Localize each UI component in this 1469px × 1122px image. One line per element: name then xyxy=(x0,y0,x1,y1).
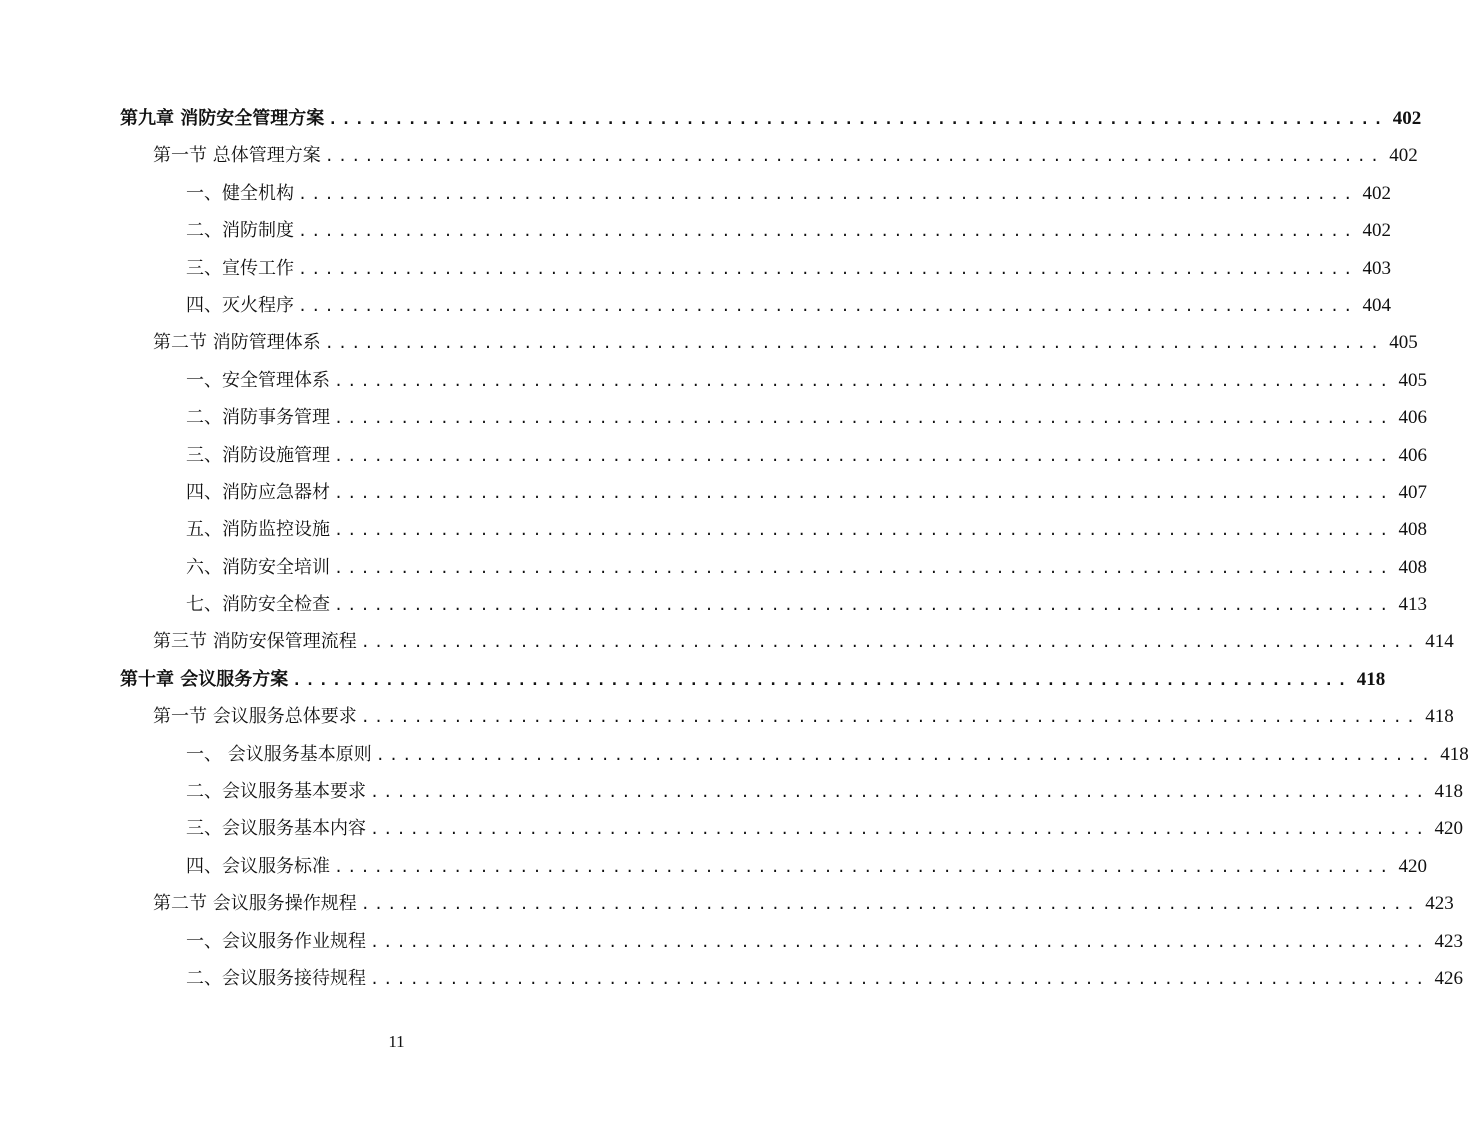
toc-entry[interactable] xyxy=(120,810,1463,847)
dot-leader: ................................................................................ xyxy=(334,558,1393,577)
dot-leader: ................................................................................ xyxy=(292,670,1351,689)
toc-entry[interactable] xyxy=(120,661,1386,698)
toc-entry[interactable] xyxy=(120,885,1454,922)
toc-entry[interactable] xyxy=(120,773,1463,810)
dot-leader: ................................................................................ xyxy=(334,483,1393,502)
toc-entry-page: 404 xyxy=(1362,294,1391,316)
toc-entry[interactable] xyxy=(120,362,1427,399)
dot-leader: ................................................................................ xyxy=(298,184,1357,203)
toc-entry-title: 一、 会议服务基本原则 xyxy=(186,743,372,765)
toc-entry-page: 413 xyxy=(1398,594,1427,616)
toc-entry-title: 四、灭火程序 xyxy=(186,294,294,316)
toc-entry-title: 四、会议服务标准 xyxy=(186,855,330,877)
dot-leader: ................................................................................ xyxy=(334,521,1393,540)
toc-entry-page: 418 xyxy=(1356,668,1386,690)
dot-leader: ................................................................................ xyxy=(334,371,1393,390)
dot-leader: ................................................................................ xyxy=(370,783,1429,802)
toc-entry[interactable] xyxy=(120,549,1427,586)
toc-entry-title: 一、会议服务作业规程 xyxy=(186,930,366,952)
dot-leader: ................................................................................ xyxy=(370,932,1429,951)
toc-entry[interactable] xyxy=(120,437,1427,474)
dot-leader: ................................................................................ xyxy=(298,259,1357,278)
dot-leader: ................................................................................ xyxy=(334,446,1393,465)
toc-entry[interactable] xyxy=(120,623,1454,660)
toc-entry[interactable] xyxy=(120,250,1391,287)
toc-entry-title: 第一节 会议服务总体要求 xyxy=(153,706,357,728)
toc-entry[interactable] xyxy=(120,736,1469,773)
toc-entry-page: 423 xyxy=(1434,930,1463,952)
toc-entry-title: 七、消防安全检查 xyxy=(186,594,330,616)
toc-entry-page: 418 xyxy=(1434,781,1463,803)
toc-entry[interactable] xyxy=(120,698,1454,735)
toc-entry-page: 402 xyxy=(1389,145,1418,167)
toc-entry-title: 四、消防应急器材 xyxy=(186,481,330,503)
toc-entry-title: 第二节 消防管理体系 xyxy=(153,332,321,354)
toc-entry-page: 403 xyxy=(1362,257,1391,279)
toc-entry[interactable] xyxy=(120,848,1427,885)
toc-entry-title: 二、消防事务管理 xyxy=(186,407,330,429)
dot-leader: ................................................................................ xyxy=(324,147,1384,166)
toc-entry-title: 第十章 会议服务方案 xyxy=(120,668,289,690)
table-of-contents xyxy=(120,100,1469,997)
toc-entry-title: 第九章 消防安全管理方案 xyxy=(120,108,325,129)
toc-entry-page: 418 xyxy=(1440,743,1469,765)
toc-entry-title: 二、消防制度 xyxy=(186,220,294,242)
toc-entry-title: 第一节 总体管理方案 xyxy=(153,145,321,167)
toc-entry[interactable] xyxy=(120,511,1427,548)
dot-leader: ................................................................................ xyxy=(324,334,1384,353)
toc-entry[interactable] xyxy=(120,175,1391,212)
toc-entry[interactable] xyxy=(120,287,1391,324)
toc-entry-page: 426 xyxy=(1434,967,1463,989)
toc-entry-title: 三、会议服务基本内容 xyxy=(186,818,366,840)
dot-leader: ................................................................................ xyxy=(334,409,1393,428)
dot-leader: ................................................................................ xyxy=(298,222,1357,241)
toc-entry[interactable] xyxy=(120,324,1418,361)
toc-entry-page: 405 xyxy=(1398,369,1427,391)
toc-entry-title: 一、健全机构 xyxy=(186,182,294,204)
toc-entry-title: 第三节 消防安保管理流程 xyxy=(153,631,357,653)
dot-leader: ................................................................................ xyxy=(375,745,1435,764)
toc-entry-page: 414 xyxy=(1425,631,1454,653)
toc-entry-title: 六、消防安全培训 xyxy=(186,556,330,578)
toc-entry-title: 一、安全管理体系 xyxy=(186,369,330,391)
dot-leader: ................................................................................ xyxy=(334,857,1393,876)
toc-entry-page: 406 xyxy=(1398,407,1427,429)
page-number: 11 xyxy=(388,1032,405,1051)
dot-leader: ................................................................................ xyxy=(370,820,1429,839)
dot-leader: ................................................................................ xyxy=(360,708,1420,727)
dot-leader: ................................................................................ xyxy=(370,969,1429,988)
toc-entry-page: 408 xyxy=(1398,556,1427,578)
toc-entry-title: 三、宣传工作 xyxy=(186,257,294,279)
toc-entry-page: 402 xyxy=(1392,108,1422,129)
toc-entry-page: 408 xyxy=(1398,519,1427,541)
toc-entry-page: 402 xyxy=(1362,182,1391,204)
toc-entry[interactable] xyxy=(120,399,1427,436)
dot-leader: ................................................................................ xyxy=(360,633,1420,652)
dot-leader: ................................................................................ xyxy=(328,110,1387,128)
toc-entry-page: 402 xyxy=(1362,220,1391,242)
toc-entry-page: 420 xyxy=(1434,818,1463,840)
dot-leader: ................................................................................ xyxy=(334,596,1393,615)
toc-entry[interactable] xyxy=(120,586,1427,623)
toc-entry-page: 407 xyxy=(1398,481,1427,503)
toc-entry-page: 405 xyxy=(1389,332,1418,354)
toc-entry[interactable] xyxy=(120,474,1427,511)
toc-entry-title: 二、会议服务接待规程 xyxy=(186,967,366,989)
toc-entry-page: 406 xyxy=(1398,444,1427,466)
toc-entry-page: 418 xyxy=(1425,706,1454,728)
toc-entry-page: 423 xyxy=(1425,893,1454,915)
toc-entry[interactable] xyxy=(120,137,1418,174)
toc-entry-title: 第二节 会议服务操作规程 xyxy=(153,893,357,915)
toc-entry[interactable] xyxy=(120,923,1463,960)
toc-entry-title: 二、会议服务基本要求 xyxy=(186,781,366,803)
toc-entry[interactable] xyxy=(120,212,1391,249)
dot-leader: ................................................................................ xyxy=(360,895,1420,914)
toc-entry-title: 三、消防设施管理 xyxy=(186,444,330,466)
toc-entry-title: 五、消防监控设施 xyxy=(186,519,330,541)
toc-entry-page: 420 xyxy=(1398,855,1427,877)
toc-entry[interactable] xyxy=(120,960,1463,997)
dot-leader: ................................................................................ xyxy=(298,296,1357,315)
toc-entry[interactable] xyxy=(120,100,1422,137)
